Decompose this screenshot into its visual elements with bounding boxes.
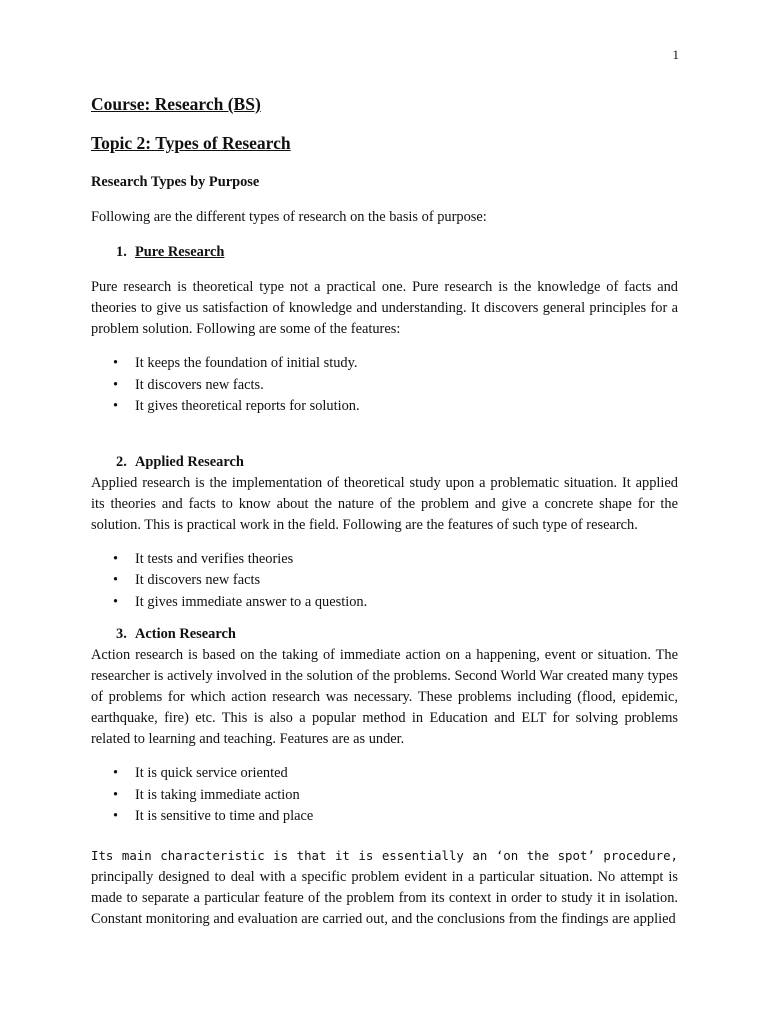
bullet-icon: •	[113, 786, 119, 803]
list-item-text: It is sensitive to time and place	[135, 808, 314, 824]
bullet-list-action-research	[91, 763, 678, 828]
list-item	[91, 806, 678, 828]
bullet-icon: •	[113, 355, 119, 371]
list-item-text: It tests and verifies theories	[135, 550, 294, 567]
bullet-icon: •	[113, 765, 119, 781]
bullet-list-pure-research	[91, 353, 678, 418]
list-item	[91, 353, 678, 375]
section-paragraph-action-research: Action research is based on the taking of immediate action on a happening, event or situation. The researcher is actively involved in the solution of the problems. Second World War created many types of problems for which action research was necessary. These problems including (flood, epidemic, earthquake, fire) etc. This is also a popular method in Education and ELT for solving problems related to learning and teaching. Features are as under.	[91, 647, 678, 747]
list-item	[91, 549, 678, 571]
section-number: 1.	[116, 244, 127, 260]
topic-title: Topic 2: Types of Research	[91, 133, 291, 153]
section-paragraph-applied-research: Applied research is the implementation of theoretical study upon a problematic situation. It applied its theories and facts to know about the nature of the problem and give a concrete shape for the solution. This is practical work in the field. Following are the features of such type of research.	[91, 474, 678, 533]
bullet-icon: •	[113, 398, 119, 414]
list-item	[91, 763, 678, 785]
section-number: 2.	[116, 453, 127, 470]
bullet-icon: •	[113, 572, 119, 588]
list-item-text: It gives immediate answer to a question.	[135, 593, 368, 610]
section-heading-applied-research	[116, 452, 678, 473]
course-title: Course: Research (BS)	[91, 94, 261, 114]
list-item-text: It is taking immediate action	[135, 786, 300, 803]
list-item-text: It discovers new facts.	[135, 376, 264, 393]
list-item	[91, 592, 678, 614]
list-item	[91, 375, 678, 397]
list-item	[91, 570, 678, 592]
section-number: 3.	[116, 626, 127, 642]
bullet-list-applied-research	[91, 549, 678, 614]
section-title: Applied Research	[135, 453, 244, 470]
section-title: Pure Research	[135, 244, 225, 260]
section-heading-pure-research	[116, 242, 678, 263]
list-item-text: It discovers new facts	[135, 572, 261, 588]
closing-lead: Its main characteristic is that it is essentially an ‘on the spot’ procedure,	[91, 847, 678, 863]
section-paragraph-pure-research: Pure research is theoretical type not a practical one. Pure research is the knowledge of facts and theories to give us satisfaction of knowledge and understanding. It discovers general principles for a problem solution. Following are some of the features:	[91, 279, 678, 337]
list-item-text: It keeps the foundation of initial study.	[135, 355, 358, 371]
list-item-text: It is quick service oriented	[135, 765, 288, 781]
section-title: Action Research	[135, 626, 236, 642]
page-number: 1	[672, 47, 679, 62]
section-heading-action-research	[116, 624, 678, 645]
bullet-icon: •	[113, 593, 119, 610]
document-body	[91, 92, 678, 930]
bullet-icon: •	[113, 550, 119, 567]
list-item	[91, 396, 678, 418]
list-item	[91, 785, 678, 807]
intro-paragraph: Following are the different types of research on the basis of purpose:	[91, 209, 487, 225]
list-item-text: It gives theoretical reports for solution.	[135, 398, 360, 414]
closing-paragraph	[91, 845, 678, 930]
subheading: Research Types by Purpose	[91, 174, 260, 190]
bullet-icon: •	[113, 376, 119, 393]
closing-rest: principally designed to deal with a specific problem evident in a particular situation. No attempt is made to separate a particular feature of the problem from its context in order to study it in isolation. Constant monitoring and evaluation are carried out, and the conclusions from the findings are applied	[91, 868, 678, 927]
bullet-icon: •	[113, 808, 119, 824]
